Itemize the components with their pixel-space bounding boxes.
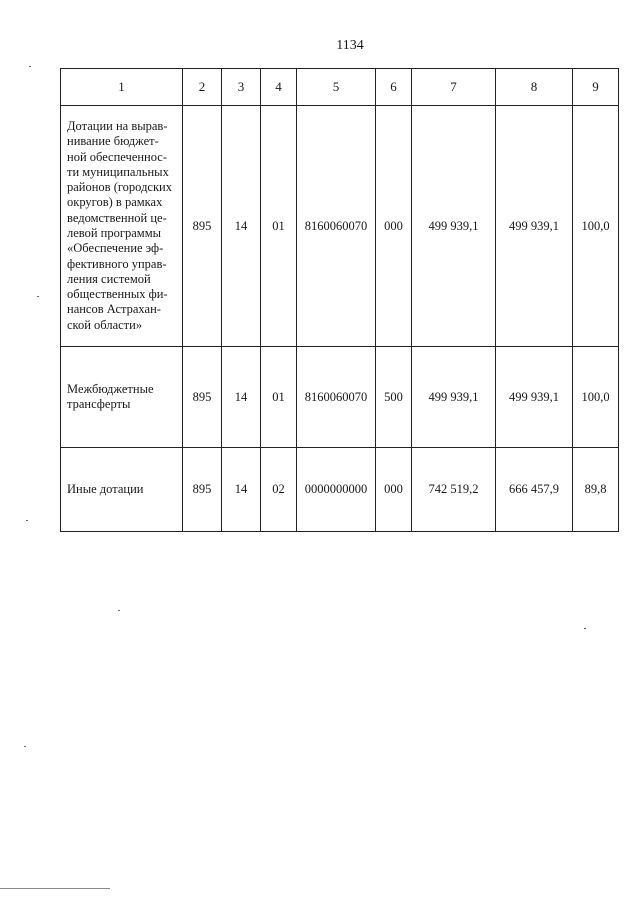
row-name-line: Иные дотации — [67, 481, 144, 496]
row-name-line: Дотации на вырав- — [67, 118, 168, 133]
row-name-line: общественных фи- — [67, 287, 168, 302]
table-cell: 499 939,1 — [496, 347, 573, 448]
row-name-cell — [61, 347, 183, 448]
table-cell: 100,0 — [573, 347, 619, 448]
column-header: 2 — [183, 69, 222, 106]
budget-table — [60, 68, 619, 532]
table-cell: 499 939,1 — [496, 106, 573, 347]
column-header: 8 — [496, 69, 573, 106]
scan-speck — [118, 610, 120, 611]
row-name-line: ской области» — [67, 317, 143, 332]
table-cell: 000 — [376, 106, 412, 347]
column-header: 5 — [297, 69, 376, 106]
row-name-line: левой программы — [67, 226, 162, 240]
table-cell: 499 939,1 — [412, 347, 496, 448]
table-cell: 500 — [376, 347, 412, 448]
column-header: 9 — [573, 69, 619, 106]
table-row — [61, 106, 619, 347]
table-cell: 895 — [183, 106, 222, 347]
table-cell: 01 — [261, 106, 297, 347]
row-name-line: нивание бюджет- — [67, 134, 159, 149]
table-row — [61, 347, 619, 448]
row-name-line: ти муниципальных — [67, 164, 169, 179]
table-cell: 14 — [222, 106, 261, 347]
row-name-line: ной обеспеченнос- — [67, 149, 168, 164]
table-cell: 895 — [183, 347, 222, 448]
table-cell: 02 — [261, 448, 297, 532]
table-header-row — [61, 69, 619, 106]
scan-speck — [584, 628, 586, 629]
column-header: 3 — [222, 69, 261, 106]
table-cell: 0000000000 — [297, 448, 376, 532]
table-cell: 100,0 — [573, 106, 619, 347]
row-name-cell — [61, 448, 183, 532]
row-name-line: округов) в рамках — [67, 195, 163, 210]
scan-edge-line — [0, 888, 110, 889]
row-name-line: фективного управ- — [67, 256, 167, 271]
column-header: 7 — [412, 69, 496, 106]
row-name-line: нансов Астрахан- — [67, 302, 161, 317]
table-row — [61, 448, 619, 532]
scan-speck — [24, 746, 26, 747]
row-name-line: ления системой — [67, 271, 151, 286]
scan-speck — [26, 520, 28, 521]
table-cell: 89,8 — [573, 448, 619, 532]
page-number: 1134 — [336, 38, 364, 53]
table-cell: 14 — [222, 448, 261, 532]
table-cell: 742 519,2 — [412, 448, 496, 532]
row-name-line: Межбюджетные — [67, 381, 154, 396]
row-name-line: районов (городских — [67, 180, 172, 195]
table-cell: 000 — [376, 448, 412, 532]
column-header: 1 — [61, 69, 183, 106]
row-name-line: «Обеспечение эф- — [67, 241, 164, 256]
column-header: 4 — [261, 69, 297, 106]
row-name-cell — [61, 106, 183, 347]
scan-speck — [29, 66, 31, 67]
table-cell: 895 — [183, 448, 222, 532]
scan-speck — [37, 296, 39, 297]
table-cell: 8160060070 — [297, 347, 376, 448]
row-name-line: трансферты — [67, 397, 131, 411]
table-cell: 666 457,9 — [496, 448, 573, 532]
table-cell: 8160060070 — [297, 106, 376, 347]
table-cell: 01 — [261, 347, 297, 448]
table-cell: 499 939,1 — [412, 106, 496, 347]
column-header: 6 — [376, 69, 412, 106]
table-cell: 14 — [222, 347, 261, 448]
row-name-line: ведомственной це- — [67, 210, 167, 225]
